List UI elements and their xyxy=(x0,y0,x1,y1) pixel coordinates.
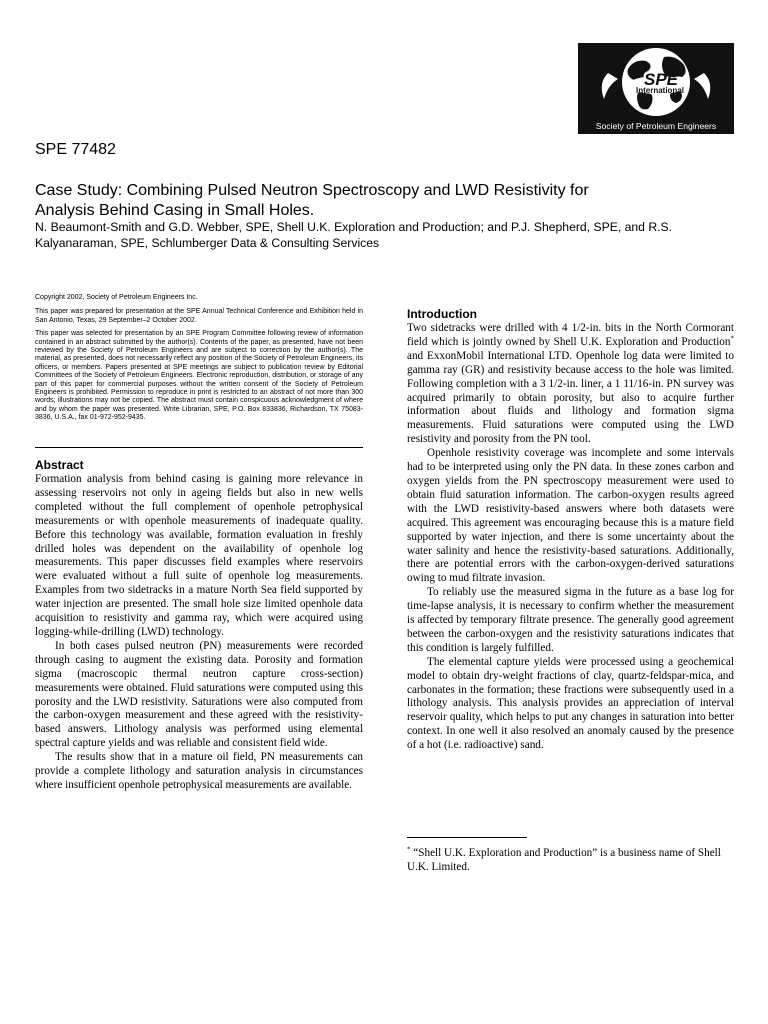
footnote-mark: * xyxy=(730,334,734,343)
intro-text: and ExxonMobil International LTD. Openhole log data were limited to gamma ray (GR) and resistivity because access to the hole was limited. Following completion with a 3 1/2-in. liner, a 1 11/16-in. PN survey was acquired primarily to obtain porosity, but also to acquire further information about fluids and lithology and formation sigma measurements. Fluid saturations were computed using the LWD resistivity and porosity from the PN tool. xyxy=(407,349,734,446)
divider xyxy=(35,447,363,448)
abstract-paragraph: The results show that in a mature oil field, PN measurements can provide a complete lithology and saturation analysis in circumstances where insufficient openhole petrophysical measurements are available. xyxy=(35,751,363,791)
paper-number: SPE 77482 xyxy=(35,141,116,158)
footnote xyxy=(407,846,734,874)
abstract-paragraph: Formation analysis from behind casing is gaining more relevance in assessing reservoirs not only in ageing fields but also in new wells completed without the full complement of openhole petrophysical measurements or with openhole measurements of inadequate quality. Before this technology was available, formation evaluation in freshly drilled holes was dependent on the availability of openhole log measurements. This paper discusses field examples where reservoirs were evaluated without a full suite of openhole log measurements. Examples from two sidetracks in a mature North Sea field supported by water injection are presented. The small hole size limited openhole data acquisition to resistivity and gamma ray, which were acquired using logging-while-drilling (LWD) technology. xyxy=(35,473,363,638)
footnote-mark: * xyxy=(407,845,411,854)
title-line: Case Study: Combining Pulsed Neutron Spectroscopy and LWD Resistivity for xyxy=(35,182,589,199)
logo-org-name: Society of Petroleum Engineers xyxy=(595,121,717,131)
introduction-paragraph: To reliably use the measured sigma in the future as a base log for time-lapse analysis, it is necessary to confirm whether the measurement is affected by temporary filtrate presence. The generally good agreement between the carbon-oxygen and the resistivity saturations indicates that this condition is largely fulfilled. xyxy=(407,586,734,654)
abstract-paragraph: In both cases pulsed neutron (PN) measurements were recorded through casing to augment the existing data. Porosity and formation sigma (macroscopic thermal neutron capture cross-section) measurements were obtained. Fluid saturations were computed using this porosity and the LWD resistivity. Saturations were also computed from the carbon-oxygen measurement and these agreed with the resistivity-based answers. Lithology analysis was performed using elemental spectral capture yields and was reliable and consistent field wide. xyxy=(35,639,363,750)
copyright-paragraph: This paper was prepared for presentation at the SPE Annual Technical Conference and Exhibition held in San Antonio, Texas, 29 September–2 October 2002. xyxy=(35,308,363,324)
paper-title xyxy=(35,181,735,221)
introduction-section xyxy=(407,307,734,753)
spe-logo xyxy=(578,43,734,134)
abstract-section xyxy=(35,458,363,793)
title-line: Analysis Behind Casing in Small Holes. xyxy=(35,202,315,219)
introduction-paragraph xyxy=(407,322,734,447)
authors: N. Beaumont-Smith and G.D. Webber, SPE, Shell U.K. Exploration and Production; and P.J. Shepherd, SPE, and R.S. Kalyanaraman, SPE, Schlumberger Data & Consulting Services xyxy=(35,220,673,250)
abstract-heading: Abstract xyxy=(35,458,84,472)
logo-mark: SPE xyxy=(643,70,679,89)
introduction-paragraph: The elemental capture yields were processed using a geochemical model to obtain dry-weight fractions of clay, quartz-feldspar-mica, and carbonates in the formation; these fractions were subsequently used in a lithology analysis. This analysis provides an appreciation of interval reservoir quality, which helps to put any changes in saturation into better context. In one well it also resolved an anomaly caused by the presence of a hot (i.e. radioactive) sand. xyxy=(407,655,734,752)
logo-mark-sub: International xyxy=(635,86,684,95)
footnote-divider xyxy=(407,837,527,838)
intro-text: Two sidetracks were drilled with 4 1/2-in. bits in the North Cormorant field which is jointly owned by Shell U.K. Exploration and Production xyxy=(407,322,734,348)
introduction-heading: Introduction xyxy=(407,307,477,321)
copyright-notice xyxy=(35,294,363,428)
introduction-paragraph: Openhole resistivity coverage was incomplete and some intervals had to be interpreted using only the PN data. In these zones carbon and oxygen yields from the PN spectroscopy measurement were used to obtain fluid saturation information. The carbon-oxygen results agreed with the LWD resistivity-based answers where both datasets were acquired. This agreement was encouraging because this is a mature field supported by water injection, and there is some uncertainty about the water salinity and hence the resistivity-based saturations. Additionally, there are potential errors with the carbon-oxygen-derived saturations owing to mud filtrate invasion. xyxy=(407,447,734,585)
copyright-line: Copyright 2002, Society of Petroleum Engineers Inc. xyxy=(35,294,198,301)
copyright-paragraph: This paper was selected for presentation by an SPE Program Committee following review of information contained in an abstract submitted by the author(s). Contents of the paper, as presented, have not been reviewed by the Society of Petroleum Engineers and are subject to correction by the author(s). The material, as presented, does not necessarily reflect any position of the Society of Petroleum Engineers, its officers, or members. Papers presented at SPE meetings are subject to publication review by Editorial Committees of the Society of Petroleum Engineers. Electronic reproduction, distribution, or storage of any part of this paper for commercial purposes without the written consent of the Society of Petroleum Engineers is prohibited. Permission to reproduce in print is restricted to an abstract of not more than 300 words; illustrations may not be copied. The abstract must contain conspicuous acknowledgment of where and by whom the paper was presented. Write Librarian, SPE, P.O. Box 833836, Richardson, TX 75083-3836, U.S.A., fax 01-972-952-9435. xyxy=(35,330,363,422)
footnote-text: “Shell U.K. Exploration and Production” is a business name of Shell U.K. Limited. xyxy=(407,847,721,873)
